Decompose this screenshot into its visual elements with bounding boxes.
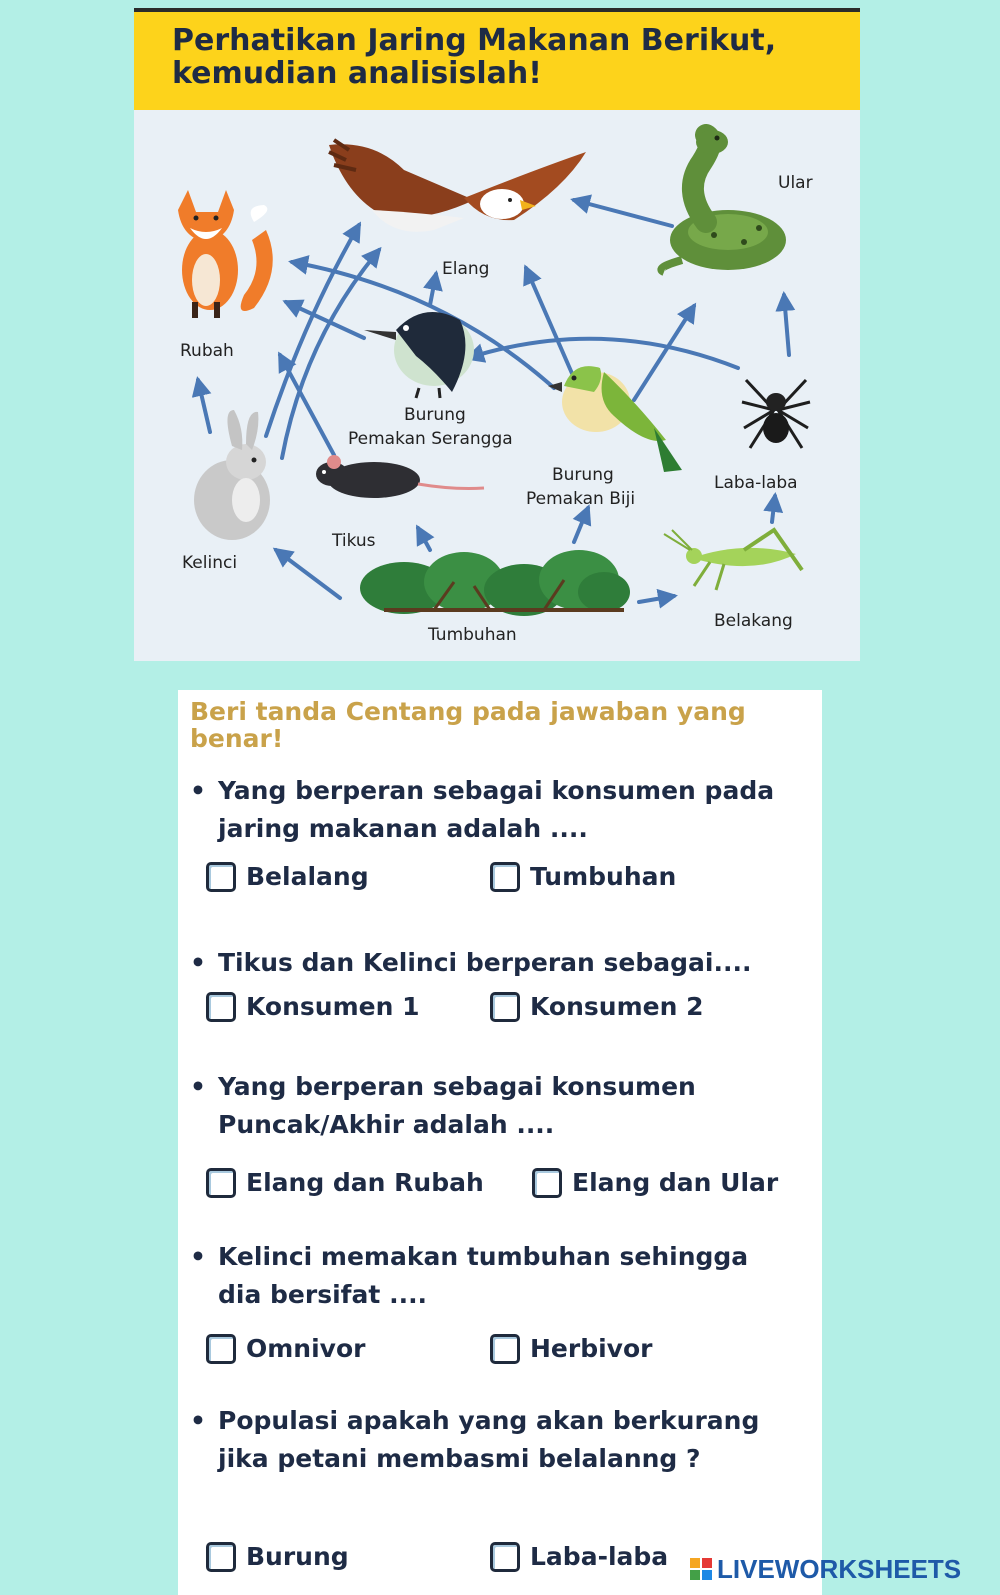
option-label: Herbivor	[530, 1334, 653, 1363]
insect-eating-bird-illustration	[364, 312, 474, 398]
label-rubah: Rubah	[180, 341, 234, 361]
checkbox[interactable]	[490, 862, 520, 892]
eagle-illustration	[329, 140, 586, 232]
seed-eating-bird-illustration	[548, 366, 682, 472]
arrow-plants-to-mouse	[418, 528, 430, 550]
question-4-text: Kelinci memakan tumbuhan sehingga dia bersifat ....	[218, 1242, 749, 1309]
quiz-panel	[178, 690, 822, 1595]
label-ular: Ular	[778, 173, 813, 193]
arrow-snake-to-eagle	[574, 200, 672, 226]
watermark-text: LIVEWORKSHEETS	[717, 1553, 962, 1584]
option-label: Belalang	[246, 862, 369, 891]
option-label: Tumbuhan	[530, 862, 677, 891]
question-bullet: •	[190, 1242, 206, 1271]
checkbox[interactable]	[206, 992, 236, 1022]
question-bullet: •	[190, 948, 206, 977]
checkbox[interactable]	[206, 1334, 236, 1364]
arrow-insectbird-to-eagle	[430, 274, 436, 305]
checkbox[interactable]	[206, 1168, 236, 1198]
option-label: Burung	[246, 1542, 349, 1571]
arrow-plants-to-grasshopper	[639, 596, 674, 602]
option-label: Elang dan Rubah	[246, 1168, 484, 1197]
checkbox[interactable]	[490, 1542, 520, 1572]
checkbox[interactable]	[206, 862, 236, 892]
snake-illustration	[661, 130, 786, 272]
label-elang: Elang	[442, 259, 490, 279]
checkbox[interactable]	[532, 1168, 562, 1198]
rabbit-illustration	[194, 410, 270, 540]
arrow-plants-to-rabbit	[276, 550, 340, 598]
option-label: Konsumen 1	[246, 992, 420, 1021]
arrow-spider-to-snake	[784, 295, 789, 355]
liveworksheets-logo-icon	[690, 1558, 712, 1580]
question-1-text: Yang berperan sebagai konsumen pada jaring makanan adalah ....	[218, 776, 775, 843]
food-web-diagram	[134, 110, 860, 661]
arrow-grasshopper-to-spider	[772, 496, 775, 522]
label-tikus: Tikus	[332, 531, 376, 551]
food-web-header	[134, 12, 860, 110]
food-web-panel	[134, 8, 860, 661]
checkbox[interactable]	[206, 1542, 236, 1572]
question-bullet: •	[190, 1406, 206, 1435]
checkbox[interactable]	[490, 992, 520, 1022]
question-3-text: Yang berperan sebagai konsumen Puncak/Akhir adalah ....	[218, 1072, 696, 1139]
question-bullet: •	[190, 1072, 206, 1101]
option-label: Konsumen 2	[530, 992, 704, 1021]
arrow-rabbit-to-fox	[198, 380, 210, 432]
question-5-text: Populasi apakah yang akan berkurang jika petani membasmi belalanng ?	[218, 1406, 760, 1473]
option-label: Elang dan Ular	[572, 1168, 779, 1197]
arrow-plants-to-seedbird	[574, 508, 588, 542]
food-web-title: Perhatikan Jaring Makanan Berikut, kemudian analisislah!	[172, 23, 777, 91]
label-burung-serangga-1: Burung	[404, 405, 466, 425]
checkbox[interactable]	[490, 1334, 520, 1364]
arrow-seedbird-to-eagle	[526, 268, 574, 378]
label-kelinci: Kelinci	[182, 553, 238, 573]
spider-illustration	[742, 380, 810, 448]
question-bullet: •	[190, 776, 206, 805]
mouse-illustration	[316, 455, 484, 498]
grasshopper-illustration	[664, 530, 802, 590]
quiz-instruction: Beri tanda Centang pada jawaban yang benar!	[190, 697, 746, 753]
label-burung-serangga-2: Pemakan Serangga	[348, 429, 513, 449]
option-label: Laba-laba	[530, 1542, 669, 1571]
fox-illustration	[178, 190, 273, 318]
label-burung-biji-2: Pemakan Biji	[526, 489, 636, 509]
label-belakang: Belakang	[714, 611, 793, 631]
arrow-seedbird-to-snake	[634, 306, 694, 400]
liveworksheets-watermark[interactable]	[690, 1552, 961, 1586]
label-burung-biji-1: Burung	[552, 465, 614, 485]
question-2-text: Tikus dan Kelinci berperan sebagai....	[218, 948, 752, 977]
plants-illustration	[360, 550, 630, 616]
label-laba-laba: Laba-laba	[714, 473, 798, 493]
option-label: Omnivor	[246, 1334, 366, 1363]
label-tumbuhan: Tumbuhan	[428, 625, 517, 645]
